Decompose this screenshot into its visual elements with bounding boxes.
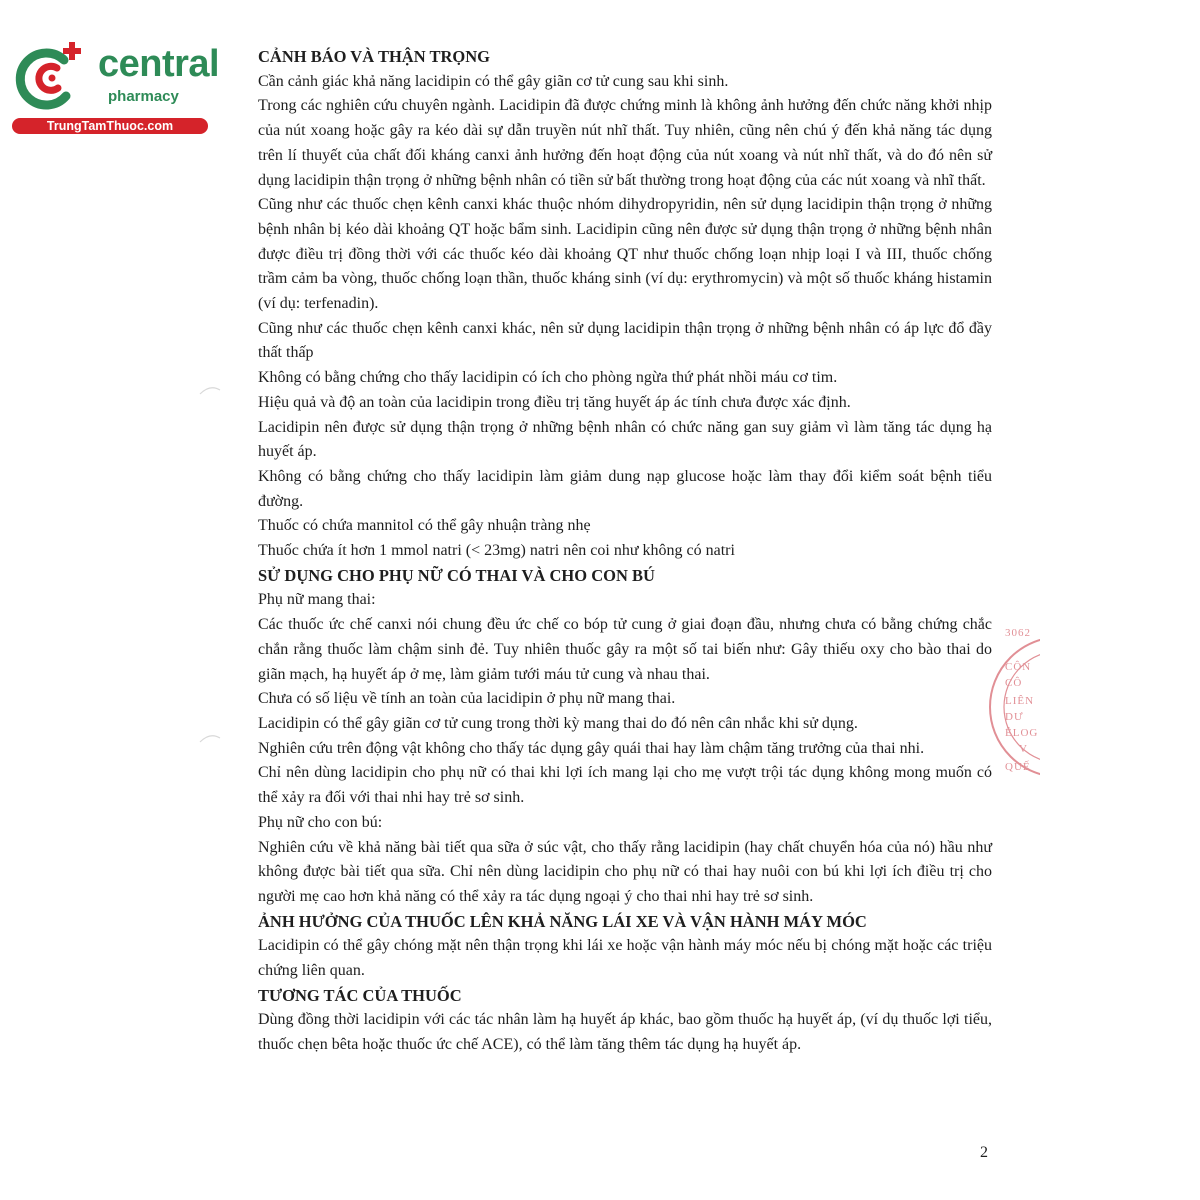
logo-subtitle: pharmacy <box>108 88 179 105</box>
section-heading: SỬ DỤNG CHO PHỤ NỮ CÓ THAI VÀ CHO CON BÚ <box>258 565 655 585</box>
paragraph: Hiệu quả và độ an toàn của lacidipin trong điều trị tăng huyết áp ác tính chưa được xác định. <box>258 393 851 411</box>
section-heading: TƯƠNG TÁC CỦA THUỐC <box>258 985 462 1005</box>
central-pharmacy-logo[interactable] <box>12 38 220 138</box>
paragraph: Lacidipin có thể gây chóng mặt nên thận trọng khi lái xe hoặc vận hành máy móc nếu bị chóng mặt hoặc các triệu chứng liên quan. <box>258 937 992 980</box>
paragraph: Không có bằng chứng cho thấy lacidipin làm giảm dung nạp glucose hoặc làm thay đổi kiểm soát bệnh tiểu đường. <box>258 467 992 510</box>
stamp-text: DƯ <box>1005 711 1024 723</box>
stamp-text: CÔ <box>1005 677 1023 689</box>
punch-hole-mark-icon <box>198 732 222 744</box>
section-driving <box>258 910 992 984</box>
stamp-text: 3062 <box>1005 627 1031 639</box>
paragraph: Trong các nghiên cứu chuyên ngành. Lacidipin đã được chứng minh là không ảnh hưởng đến chức năng khởi nhịp của nút xoang hoặc gây ra kéo dài sự dẫn truyền nút nhĩ thất. Tuy nhiên, cũng nên chú ý đến khả năng tác dụng trên lí thuyết của chất đối kháng canxi ảnh hưởng đến hoạt động của nút xoang và nút nhĩ thất, và do đó nên sử dụng lacidipin thận trọng ở những bệnh nhân có tiền sử bất thường trong hoạt động của các nút xoang và nhĩ thất. <box>258 97 992 189</box>
paragraph: Nghiên cứu trên động vật không cho thấy tác dụng gây quái thai hay làm chậm tăng trưởng của thai nhi. <box>258 739 925 757</box>
paragraph: Lacidipin nên được sử dụng thận trọng ở những bệnh nhân có chức năng gan suy giảm vì làm tăng tác dụng hạ huyết áp. <box>258 418 992 461</box>
section-heading: CẢNH BÁO VÀ THẬN TRỌNG <box>258 47 490 66</box>
section-heading: ẢNH HƯỞNG CỦA THUỐC LÊN KHẢ NĂNG LÁI XE VÀ VẬN HÀNH MÁY MÓC <box>258 911 867 931</box>
paragraph: Lacidipin có thể gây giãn cơ tử cung trong thời kỳ mang thai do đó nên cân nhắc khi sử dụng. <box>258 714 858 732</box>
paragraph: Thuốc chứa ít hơn 1 mmol natri (< 23mg) natri nên coi như không có natri <box>258 542 735 560</box>
section-interactions <box>258 984 992 1058</box>
section-pregnancy-lactation <box>258 564 992 910</box>
pharmacy-cross-logo-icon <box>12 38 92 118</box>
logo-name: central <box>98 43 220 85</box>
punch-hole-mark-icon <box>198 384 222 396</box>
document-body <box>258 45 992 1058</box>
paragraph: Chưa có số liệu về tính an toàn của lacidipin ở phụ nữ mang thai. <box>258 690 676 708</box>
stamp-text: V <box>1019 743 1028 755</box>
paragraph: Nghiên cứu về khả năng bài tiết qua sữa ở súc vật, cho thấy rằng lacidipin (hay chất chuyển hóa của nó) hầu như không được bài tiết qua sữa. Chỉ nên dùng lacidipin cho phụ nữ có thai hay nuôi con bú khi lợi ích điều trị cho người mẹ cao hơn khả năng có thể xảy ra tác dụng ngoại ý cho thai nhi hay trẻ sơ sinh. <box>258 838 992 905</box>
stamp-text: CÔN <box>1005 661 1032 673</box>
paragraph: Cũng như các thuốc chẹn kênh canxi khác, nên sử dụng lacidipin thận trọng ở những bệnh nhân có áp lực đổ đầy thất thấp <box>258 319 992 362</box>
paragraph: Thuốc có chứa mannitol có thể gây nhuận tràng nhẹ <box>258 517 591 535</box>
paragraph: Không có bằng chứng cho thấy lacidipin có ích cho phòng ngừa thứ phát nhồi máu cơ tim. <box>258 369 838 387</box>
section-warnings <box>258 45 992 564</box>
stamp-text: LIÊN <box>1005 695 1035 707</box>
paragraph: Các thuốc ức chế canxi nói chung đều ức chế co bóp tử cung ở giai đoạn đầu, nhưng chưa có bằng chứng chắc chắn rằng thuốc làm chậm sinh đẻ. Tuy nhiên thuốc gây ra một số tai biến như: Gây thiếu oxy cho bào thai do giãn mạch, hạ huyết áp ở mẹ, làm giảm tưới máu tử cung và nhau thai. <box>258 616 992 683</box>
stamp-text: QUẾ <box>1005 761 1031 773</box>
paragraph: Phụ nữ mang thai: <box>258 591 376 609</box>
paragraph: Cũng như các thuốc chẹn kênh canxi khác thuộc nhóm dihydropyridin, nên sử dụng lacidipin thận trọng ở những bệnh nhân bị kéo dài khoảng QT hoặc bẩm sinh. Lacidipin cũng nên được sử dụng thận trọng ở những bệnh nhân được điều trị đồng thời với các thuốc kéo dài khoảng QT như thuốc chống loạn nhịp loại I và III, thuốc chống trầm cảm ba vòng, thuốc chống loạn thần, thuốc kháng sinh (ví dụ: erythromycin) và một số thuốc kháng histamin (ví dụ: terfenadin). <box>258 196 992 313</box>
paragraph: Dùng đồng thời lacidipin với các tác nhân làm hạ huyết áp khác, bao gồm thuốc hạ huyết áp, (ví dụ thuốc lợi tiểu, thuốc chẹn bêta hoặc thuốc ức chế ACE), có thể làm tăng thêm tác dụng hạ huyết áp. <box>258 1011 992 1054</box>
logo-url-badge[interactable]: TrungTamThuoc.com <box>12 118 208 134</box>
official-stamp <box>985 622 1040 792</box>
paragraph: Cần cảnh giác khả năng lacidipin có thể gây giãn cơ tử cung sau khi sinh. <box>258 72 729 90</box>
page-number: 2 <box>980 1144 988 1161</box>
stamp-text: ÊLOG <box>1005 727 1039 739</box>
paragraph: Phụ nữ cho con bú: <box>258 813 383 831</box>
paragraph: Chỉ nên dùng lacidipin cho phụ nữ có thai khi lợi ích mang lại cho mẹ vượt trội tác dụng không mong muốn có thể xảy ra đối với thai nhi hay trẻ sơ sinh. <box>258 764 992 807</box>
